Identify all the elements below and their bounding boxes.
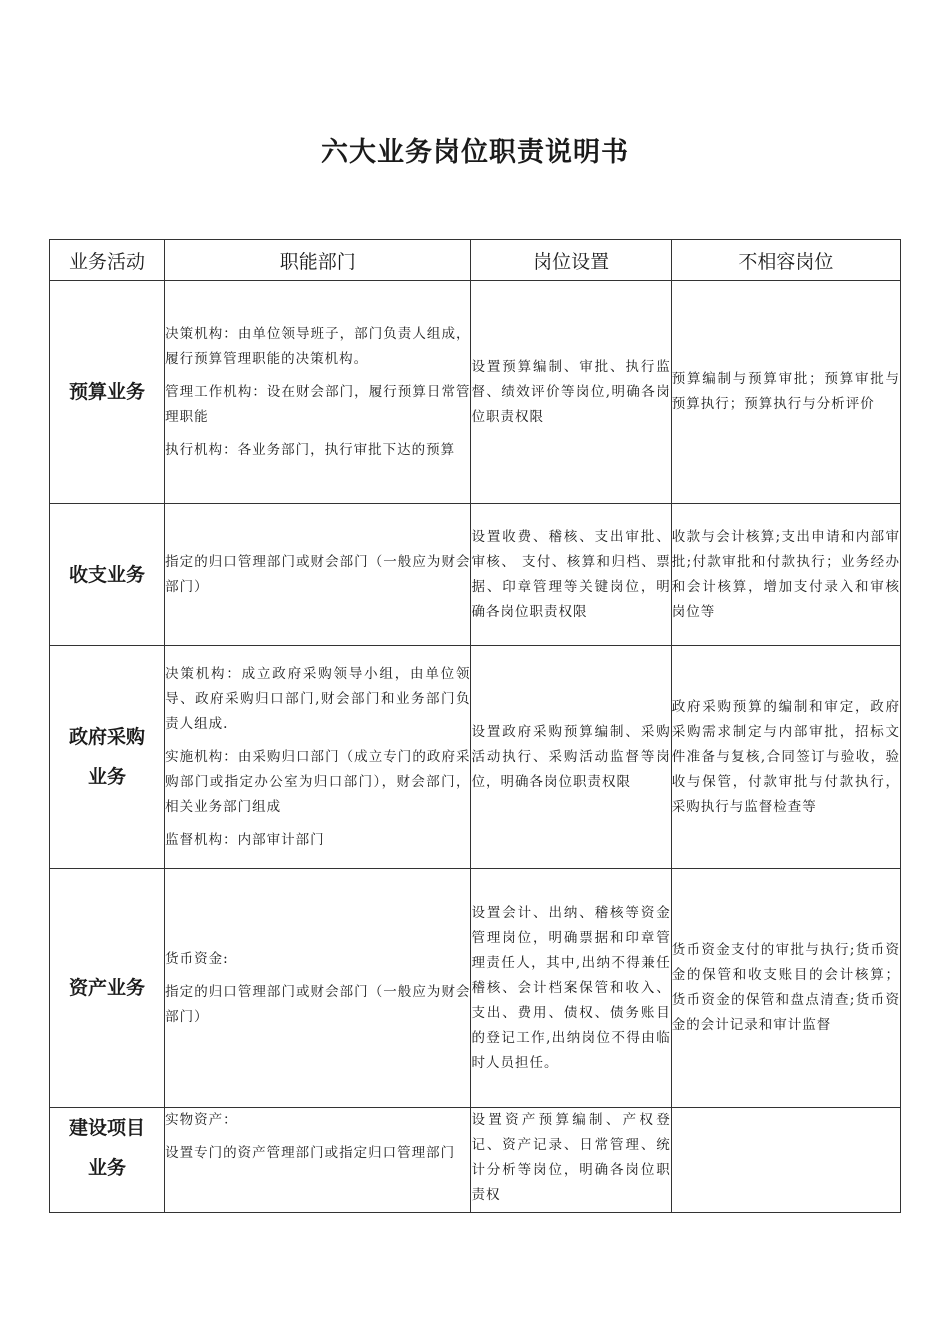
header-incompat: 不相容岗位	[671, 240, 900, 281]
dept-text: 执行机构：各业务部门，执行审批下达的预算	[165, 441, 456, 458]
activity-cell: 资产业务	[50, 869, 165, 1108]
activity-label: 建设项目业务	[69, 1117, 146, 1179]
dept-text: 货币资金:	[165, 950, 229, 967]
dept-text: 监督机构：内部审计部门	[165, 831, 325, 848]
dept-text: 实物资产：	[165, 1112, 238, 1128]
duty-table	[49, 239, 901, 1213]
activity-label: 政府采购业务	[69, 726, 146, 788]
dept-text: 决策机构：由单位领导班子，部门负责人组成，履行预算管理职能的决策机构。	[165, 325, 471, 367]
header-activity: 业务活动	[50, 240, 165, 281]
dept-cell	[165, 281, 471, 504]
post-cell: 设置资产预算编制、产权登记、资产记录、日常管理、统计分析等岗位，明确各岗位职责权	[471, 1108, 671, 1213]
post-cell: 设置会计、出纳、稽核等资金管理岗位，明确票据和印章管理责任人，其中,出纳不得兼任稽核、会计档案保管和收入、支出、费用、债权、债务账目的登记工作,出纳岗位不得由临时人员担任。	[471, 869, 671, 1108]
activity-cell	[50, 1108, 165, 1213]
dept-cell	[165, 869, 471, 1108]
table-row	[50, 281, 901, 504]
page-title: 六大业务岗位职责说明书	[321, 137, 629, 168]
table-header-row	[50, 240, 901, 281]
post-cell: 设置预算编制、审批、执行监督、绩效评价等岗位,明确各岗位职责权限	[471, 281, 671, 504]
dept-text: 管理工作机构：设在财会部门，履行预算日常管理职能	[165, 383, 471, 425]
header-dept: 职能部门	[165, 240, 471, 281]
dept-cell	[165, 504, 471, 646]
dept-cell	[165, 1108, 471, 1213]
incompat-cell	[671, 1108, 900, 1213]
incompat-cell: 政府采购预算的编制和审定，政府采购需求制定与内部审批，招标文件准备与复核,合同签订与验收，验收与保管，付款审批与付款执行，采购执行与监督检查等	[671, 646, 900, 869]
table-row	[50, 504, 901, 646]
post-cell: 设置收费、稽核、支出审批、审核、 支付、核算和归档、票据、印章管理等关键岗位，明确各岗位职责权限	[471, 504, 671, 646]
activity-cell: 预算业务	[50, 281, 165, 504]
incompat-cell: 货币资金支付的审批与执行;货币资金的保管和收支账目的会计核算；货币资金的保管和盘点清查;货币资金的会计记录和审计监督	[671, 869, 900, 1108]
table-row	[50, 1108, 901, 1213]
dept-text: 实施机构：由采购归口部门（成立专门的政府采购部门或指定办公室为归口部门），财会部门，相关业务部门组成	[165, 748, 471, 815]
dept-text: 指定的归口管理部门或财会部门（一般应为财会部门）	[165, 983, 471, 1025]
table-row	[50, 646, 901, 869]
dept-text: 指定的归口管理部门或财会部门（一般应为财会部门）	[165, 553, 471, 595]
activity-cell: 收支业务	[50, 504, 165, 646]
table-row	[50, 869, 901, 1108]
incompat-cell: 预算编制与预算审批；预算审批与预算执行；预算执行与分析评价	[671, 281, 900, 504]
post-cell: 设置政府采购预算编制、采购活动执行、采购活动监督等岗位，明确各岗位职责权限	[471, 646, 671, 869]
dept-cell	[165, 646, 471, 869]
activity-cell	[50, 646, 165, 869]
dept-text: 设置专门的资产管理部门或指定归口管理部门	[165, 1145, 456, 1161]
incompat-cell: 收款与会计核算;支出申请和内部审批;付款审批和付款执行；业务经办和会计核算，增加支付录入和审核岗位等	[671, 504, 900, 646]
dept-text: 决策机构：成立政府采购领导小组，由单位领导、政府采购归口部门,财会部门和业务部门负责人组成.	[165, 665, 471, 732]
header-post: 岗位设置	[471, 240, 671, 281]
